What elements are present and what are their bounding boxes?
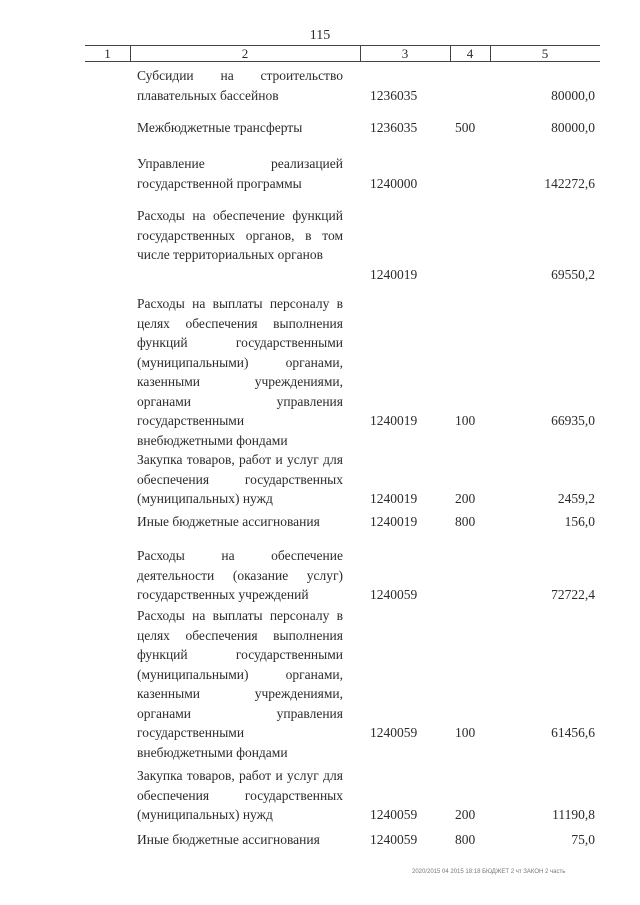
row-code: 1240019 bbox=[370, 413, 418, 428]
row-type: 100 bbox=[455, 725, 476, 740]
row-name: Закупка товаров, работ и услуг для обеспечения государственных (муниципальных) нужд bbox=[137, 452, 343, 506]
row-type: 800 bbox=[455, 514, 476, 529]
row-code: 1240059 bbox=[370, 832, 418, 847]
row-sum: 61456,6 bbox=[551, 725, 595, 740]
row-sum: 11190,8 bbox=[552, 807, 595, 822]
row-name: Закупка товаров, работ и услуг для обеспечения государственных (муниципальных) нужд bbox=[137, 768, 343, 822]
row-code: 1240000 bbox=[370, 175, 418, 191]
row-code: 1240019 bbox=[370, 266, 418, 282]
row-type: 200 bbox=[455, 491, 476, 506]
row-sum: 75,0 bbox=[571, 832, 595, 847]
row-code: 1240059 bbox=[370, 587, 418, 602]
row-name: Расходы на выплаты персоналу в целях обеспечения выполнения функций государственными (муниципальными) органами, казенными учреждениями, органами управления государственными внебюджетными фондами bbox=[137, 296, 343, 448]
row-sum: 142272,6 bbox=[544, 175, 595, 191]
row-name: Межбюджетные трансферты bbox=[137, 120, 303, 135]
row-sum: 69550,2 bbox=[551, 266, 595, 282]
header-col-5: 5 bbox=[541, 46, 549, 61]
row-code: 1236035 bbox=[370, 120, 418, 135]
row-type: 200 bbox=[455, 807, 476, 822]
row-type: 800 bbox=[455, 832, 476, 847]
header-col-1: 1 bbox=[104, 46, 111, 61]
row-code: 1240059 bbox=[370, 725, 418, 740]
table-header bbox=[85, 45, 600, 62]
row-sum: 2459,2 bbox=[557, 491, 595, 506]
row-type: 500 bbox=[455, 120, 476, 135]
row-sum: 72722,4 bbox=[551, 587, 595, 602]
row-name: Иные бюджетные ассигнования bbox=[137, 514, 320, 529]
row-code: 1236035 bbox=[370, 87, 418, 103]
row-code: 1240059 bbox=[370, 807, 418, 822]
row-name: Иные бюджетные ассигнования bbox=[137, 832, 320, 847]
row-sum: 66935,0 bbox=[551, 413, 595, 428]
row-name: Расходы на выплаты персоналу в целях обеспечения выполнения функций государственными (муниципальными) органами, казенными учреждениями, органами управления государственными внебюджетными фондами bbox=[137, 608, 343, 760]
row-type: 100 bbox=[455, 413, 476, 428]
header-col-2: 2 bbox=[241, 46, 249, 61]
row-sum: 156,0 bbox=[564, 514, 595, 529]
row-sum: 80000,0 bbox=[551, 120, 595, 135]
header-col-3: 3 bbox=[401, 46, 409, 61]
row-name: Расходы на обеспечение деятельности (оказание услуг) государственных учреждений bbox=[137, 548, 343, 602]
row-name: Субсидии на строительство плавательных бассейнов bbox=[137, 68, 343, 103]
row-sum: 80000,0 bbox=[551, 87, 595, 103]
row-name: Управление реализацией государственной программы bbox=[137, 156, 343, 191]
header-col-4: 4 bbox=[466, 46, 474, 61]
row-code: 1240019 bbox=[370, 491, 418, 506]
footer-note: 2020/2015 04 2015 18:18 БЮДЖЕТ 2 чт ЗАКОН 2 часть bbox=[412, 869, 566, 875]
row-name: Расходы на обеспечение функций государственных органов, в том числе территориальных органов bbox=[137, 208, 343, 262]
row-code: 1240019 bbox=[370, 514, 418, 529]
page-number: 115 bbox=[309, 28, 331, 43]
